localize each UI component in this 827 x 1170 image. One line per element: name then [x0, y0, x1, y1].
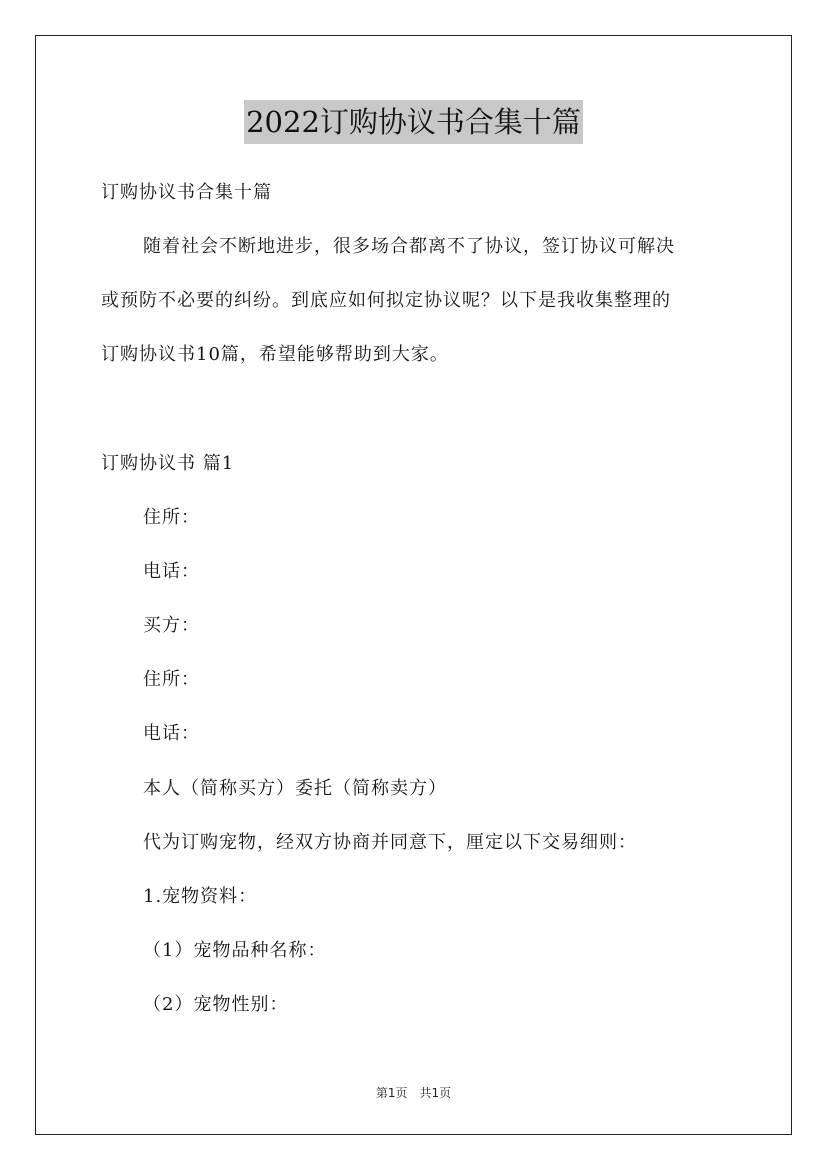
intro-line-3: 订购协议书10篇，希望能够帮助到大家。: [101, 344, 449, 365]
intro-line-1: 随着社会不断地进步，很多场合都离不了协议，签订协议可解决: [143, 236, 675, 257]
intro-line-2: 或预防不必要的纠纷。到底应如何拟定协议呢？以下是我收集整理的: [101, 290, 671, 311]
document-title: 2022订购协议书合集十篇: [244, 100, 583, 144]
paragraph-entrust: 本人（简称买方）委托（简称卖方）: [143, 778, 447, 799]
item-pet-breed: （1）宠物品种名称：: [143, 940, 327, 961]
field-address-seller: 住所：: [143, 507, 200, 528]
section-heading: 订购协议书 篇1: [101, 453, 235, 474]
field-address-buyer: 住所：: [143, 669, 200, 690]
item-pet-info: 1.宠物资料：: [143, 886, 258, 907]
paragraph-terms: 代为订购宠物，经双方协商并同意下，厘定以下交易细则：: [143, 832, 637, 853]
document-subtitle: 订购协议书合集十篇: [101, 182, 272, 203]
field-phone-buyer: 电话：: [143, 723, 200, 744]
page-footer: 第1页 共1页: [375, 1086, 452, 1100]
title-container: [0, 100, 827, 144]
item-pet-gender: （2）宠物性别：: [143, 994, 289, 1015]
field-phone-seller: 电话：: [143, 561, 200, 582]
field-buyer: 买方：: [143, 615, 200, 636]
